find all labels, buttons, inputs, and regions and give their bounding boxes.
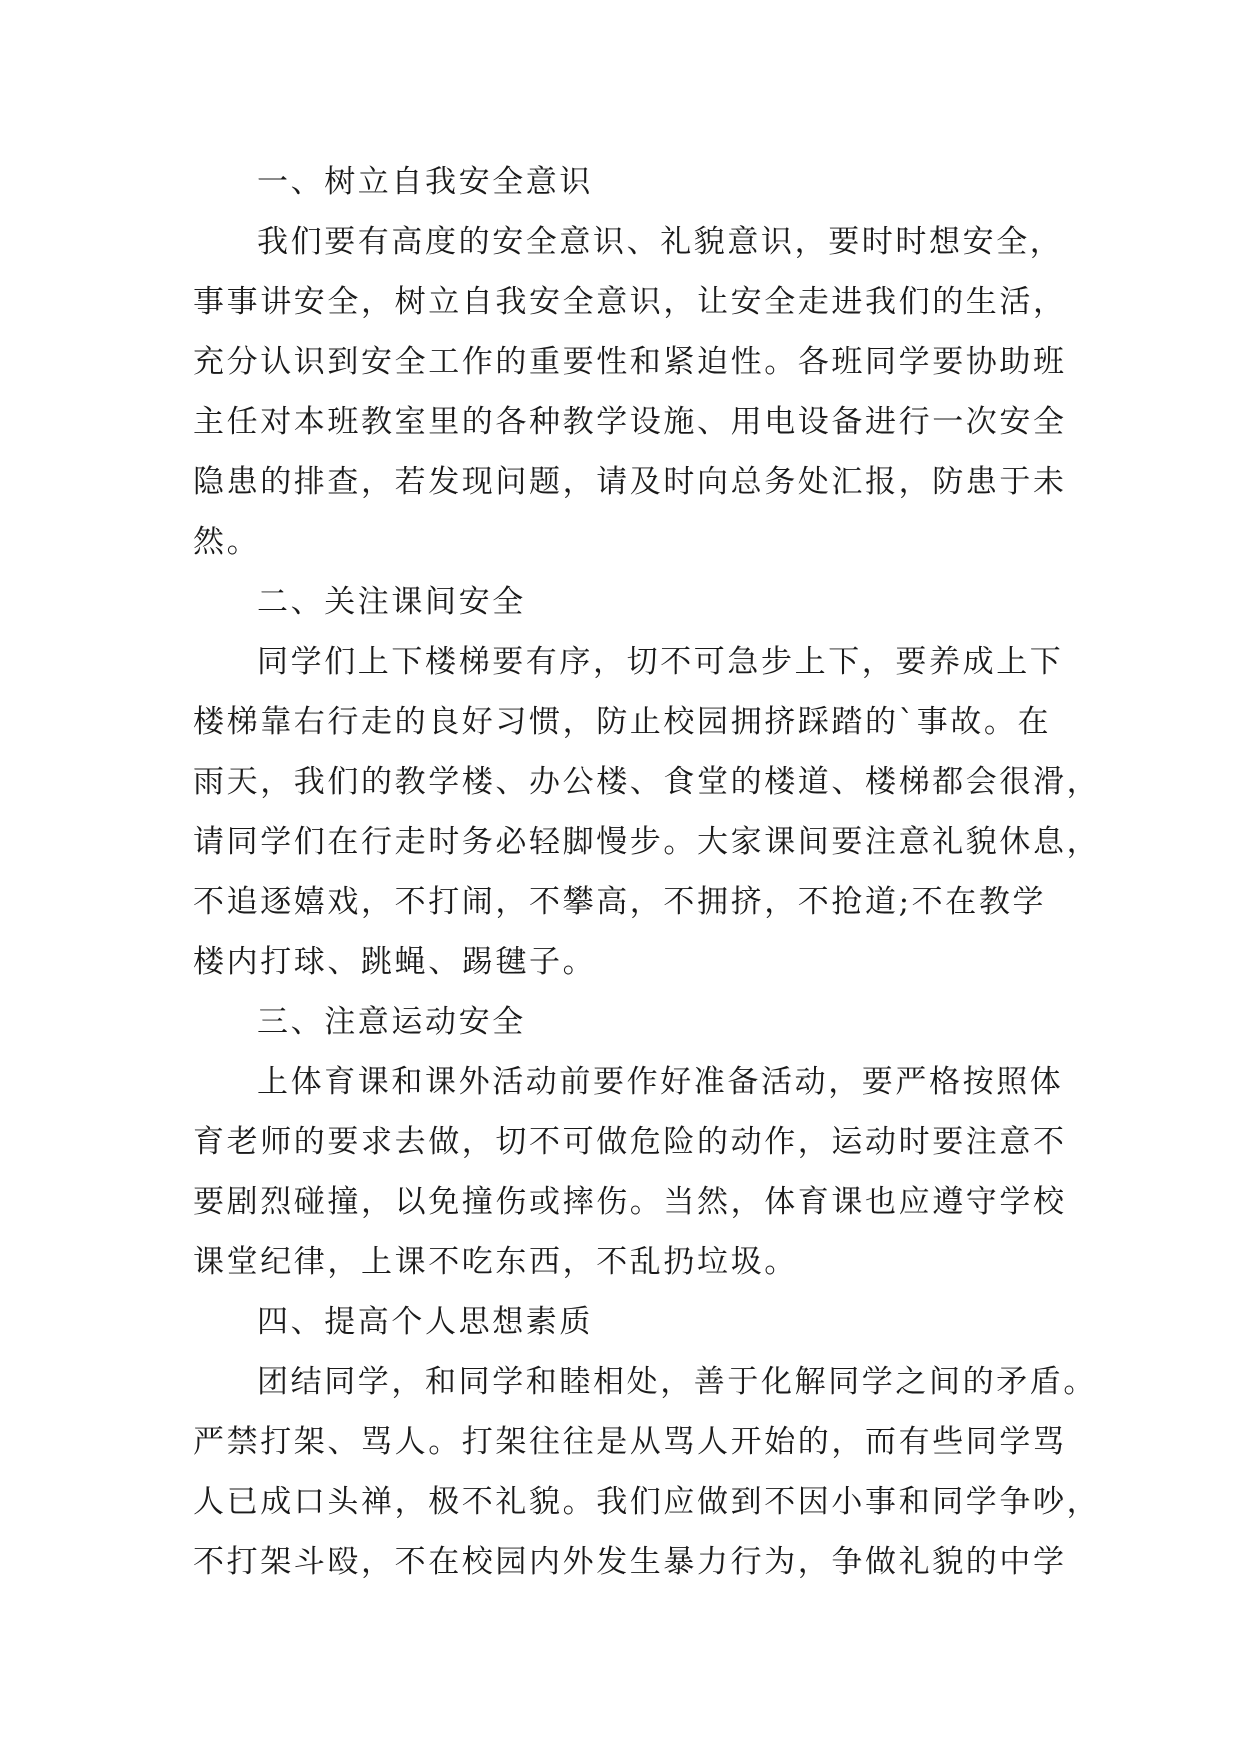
paragraph-line: 要剧烈碰撞，以免撞伤或摔伤。当然，体育课也应遵守学校 bbox=[193, 1184, 1067, 1220]
paragraph-line: 事事讲安全，树立自我安全意识，让安全走进我们的生活， bbox=[193, 284, 1067, 320]
paragraph-line: 上体育课和课外活动前要作好准备活动，要严格按照体 bbox=[257, 1064, 1064, 1100]
paragraph-line: 楼内打球、跳蝇、踢毽子。 bbox=[193, 944, 597, 980]
paragraph-line: 不追逐嬉戏，不打闹，不攀高，不拥挤，不抢道;不在教学 bbox=[193, 884, 1047, 920]
section-heading-1: 一、树立自我安全意识 bbox=[257, 164, 593, 200]
paragraph-line: 充分认识到安全工作的重要性和紧迫性。各班同学要协助班 bbox=[193, 344, 1067, 380]
paragraph-line: 育老师的要求去做，切不可做危险的动作，运动时要注意不 bbox=[193, 1124, 1067, 1160]
document-body bbox=[193, 152, 1101, 1592]
paragraph-line: 楼梯靠右行走的良好习惯，防止校园拥挤踩踏的`事故。在 bbox=[193, 704, 1052, 740]
paragraph-line: 人已成口头禅，极不礼貌。我们应做到不因小事和同学争吵， bbox=[193, 1484, 1101, 1520]
paragraph-line: 团结同学，和同学和睦相处，善于化解同学之间的矛盾。 bbox=[257, 1364, 1097, 1400]
paragraph-line: 请同学们在行走时务必轻脚慢步。大家课间要注意礼貌休息， bbox=[193, 824, 1101, 860]
section-heading-2: 二、关注课间安全 bbox=[257, 584, 526, 620]
paragraph-line: 严禁打架、骂人。打架往往是从骂人开始的，而有些同学骂 bbox=[193, 1424, 1067, 1460]
paragraph-line: 隐患的排查，若发现问题，请及时向总务处汇报，防患于未 bbox=[193, 464, 1067, 500]
paragraph-line: 主任对本班教室里的各种教学设施、用电设备进行一次安全 bbox=[193, 404, 1067, 440]
section-heading-4: 四、提高个人思想素质 bbox=[257, 1304, 593, 1340]
paragraph-line: 不打架斗殴，不在校园内外发生暴力行为，争做礼貌的中学 bbox=[193, 1544, 1067, 1580]
paragraph-line: 课堂纪律，上课不吃东西，不乱扔垃圾。 bbox=[193, 1244, 798, 1280]
section-heading-3: 三、注意运动安全 bbox=[257, 1004, 526, 1040]
paragraph-line: 然。 bbox=[193, 524, 261, 560]
paragraph-line: 我们要有高度的安全意识、礼貌意识，要时时想安全， bbox=[257, 224, 1064, 260]
paragraph-line: 雨天，我们的教学楼、办公楼、食堂的楼道、楼梯都会很滑， bbox=[193, 764, 1101, 800]
paragraph-line: 同学们上下楼梯要有序，切不可急步上下，要养成上下 bbox=[257, 644, 1064, 680]
